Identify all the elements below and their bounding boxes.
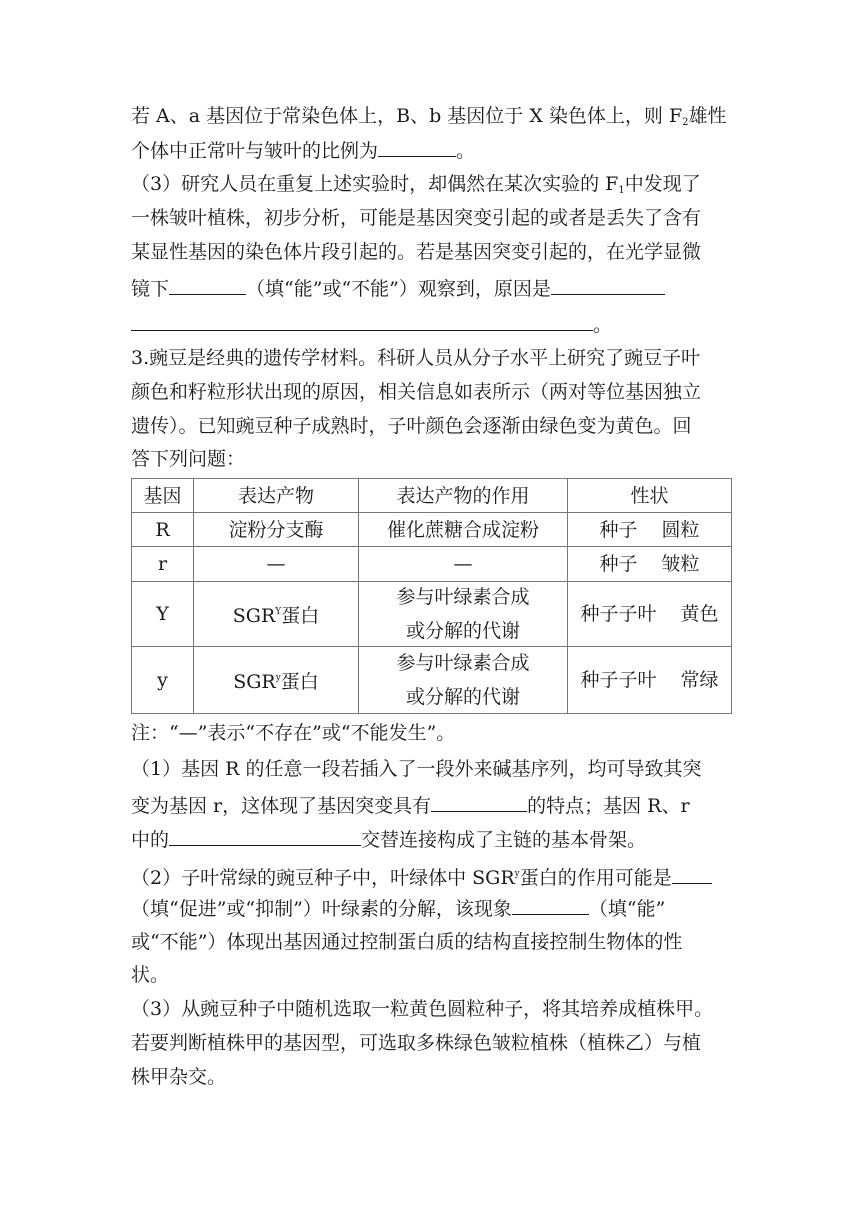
- text: （填“能”或“不能”）观察到，原因是: [246, 278, 551, 300]
- trait-cell: [568, 582, 732, 647]
- answer-blank[interactable]: [131, 311, 593, 331]
- header-cell: 表达产物: [194, 479, 359, 513]
- header-cell: 基因: [132, 479, 194, 513]
- q3-stem-line-2: 颜色和籽粒形状出现的原因，相关信息如表所示（两对等位基因独立: [131, 381, 702, 403]
- function-cell: [359, 647, 568, 714]
- answer-blank[interactable]: [551, 275, 665, 295]
- subscript: 2: [682, 117, 689, 128]
- table-row: [132, 513, 732, 547]
- trait-value: 黄色: [680, 603, 719, 625]
- q2-3-line-2: 一株皱叶植株，初步分析，可能是基因突变引起的或者是丢失了含有: [131, 207, 702, 229]
- text: 蛋白: [280, 671, 319, 693]
- gene-cell: r: [132, 547, 194, 582]
- text: 交替连接构成了主链的基本骨架。: [361, 829, 647, 851]
- trait-value: 常绿: [680, 669, 719, 691]
- superscript: y: [275, 673, 281, 683]
- q3-2-line-2: [131, 895, 665, 922]
- q3-1-line-2: [131, 792, 690, 819]
- q3-stem-line-3: 遗传）。已知豌豆种子成熟时，子叶颜色会逐渐由绿色变为黄色。回: [131, 415, 692, 437]
- answer-blank[interactable]: [169, 826, 361, 846]
- q2-3-line-3: 某显性基因的染色体片段引起的。若是基因突变引起的，在光学显微: [131, 241, 702, 263]
- text: 变为基因 r，这体现了基因突变具有: [131, 795, 432, 817]
- trait-value: 皱粒: [661, 553, 700, 575]
- q2-text-line-2: [131, 137, 475, 164]
- q2-3-line-4: [131, 275, 665, 302]
- gene-cell: Y: [132, 582, 194, 647]
- q2-3-line-5: [131, 311, 612, 338]
- text: （3）研究人员在重复上述实验时，却偶然在某次实验的 F: [131, 173, 619, 195]
- q3-3-line-2: 若要判断植株甲的基因型，可选取多株绿色皱粒植株（植株乙）与植: [131, 1032, 702, 1054]
- q2-text-line-1: [131, 103, 727, 136]
- q3-2-line-1: [131, 861, 712, 891]
- answer-blank[interactable]: [512, 895, 589, 915]
- text: 参与叶绿素合成: [396, 586, 530, 608]
- product-cell: 淀粉分支酶: [194, 513, 359, 547]
- table-header-row: [132, 479, 732, 513]
- trait-cell: [568, 647, 732, 714]
- text: 中的: [131, 829, 170, 851]
- function-cell: [359, 582, 568, 647]
- q3-1-line-3: [131, 826, 646, 853]
- q3-stem-line-4: 答下列问题：: [131, 448, 246, 470]
- text: 。: [593, 314, 613, 336]
- text: 蛋白: [281, 605, 320, 627]
- text: 。: [456, 140, 476, 162]
- trait-subject: 种子: [599, 518, 638, 541]
- text: 的特点；基因 R、r: [527, 795, 690, 817]
- text: 或分解的代谢: [405, 620, 520, 642]
- q2-3-line-1: [131, 171, 701, 204]
- table-note: 注：“—”表示“不存在”或“不能发生”。: [131, 722, 456, 744]
- text: 蛋白的作用可能是: [519, 867, 672, 889]
- superscript: y: [514, 869, 520, 879]
- q3-stem-line-1: 3.豌豆是经典的遗传学材料。科研人员从分子水平上研究了豌豆子叶: [131, 347, 701, 369]
- header-cell: 表达产物的作用: [359, 479, 568, 513]
- trait-cell: [568, 513, 732, 547]
- text: 镜下: [131, 278, 170, 300]
- trait-subject: 种子子叶: [580, 603, 657, 625]
- q3-2-line-4: 状。: [131, 964, 170, 986]
- text: （填“促进”或“抑制”）叶绿素的分解，该现象: [131, 898, 512, 920]
- header-cell: 性状: [568, 479, 732, 513]
- answer-blank[interactable]: [169, 275, 246, 295]
- trait-value: 圆粒: [661, 518, 700, 541]
- subscript: 1: [618, 185, 625, 196]
- text: SGR: [233, 671, 276, 693]
- table-row: [132, 647, 732, 714]
- function-cell: 催化蔗糖合成淀粉: [359, 513, 568, 547]
- answer-blank[interactable]: [378, 137, 456, 157]
- gene-cell: R: [132, 513, 194, 547]
- superscript: Y: [275, 607, 282, 617]
- q3-2-line-3: 或“不能”）体现出基因通过控制蛋白质的结构直接控制生物体的性: [131, 931, 683, 953]
- text: 中发现了: [624, 173, 701, 195]
- text: 参与叶绿素合成: [396, 652, 530, 674]
- text: （填“能”: [588, 898, 666, 920]
- answer-blank[interactable]: [672, 864, 712, 884]
- function-cell: —: [359, 547, 568, 582]
- text: 若 A、a 基因位于常染色体上，B、b 基因位于 X 染色体上，则 F: [131, 105, 683, 127]
- product-cell: [194, 647, 359, 714]
- trait-subject: 种子子叶: [580, 669, 657, 691]
- answer-blank[interactable]: [431, 792, 527, 812]
- product-cell: —: [194, 547, 359, 582]
- q3-1-line-1: （1）基因 R 的任意一段若插入了一段外来碱基序列，均可导致其突: [131, 758, 702, 780]
- text: SGR: [232, 605, 276, 627]
- text: 雄性: [688, 105, 727, 127]
- text: （2）子叶常绿的豌豆种子中，叶绿体中 SGR: [131, 867, 515, 889]
- table-row: [132, 547, 732, 582]
- q3-3-line-3: 株甲杂交。: [131, 1066, 227, 1088]
- q3-3-line-1: （3）从豌豆种子中随机选取一粒黄色圆粒种子，将其培养成植株甲。: [131, 998, 714, 1020]
- text: 个体中正常叶与皱叶的比例为: [131, 140, 379, 162]
- gene-table: [131, 478, 732, 714]
- product-cell: [194, 582, 359, 647]
- text: 或分解的代谢: [405, 686, 520, 708]
- gene-cell: y: [132, 647, 194, 714]
- table-row: [132, 582, 732, 647]
- trait-subject: 种子: [599, 553, 638, 575]
- trait-cell: [568, 547, 732, 582]
